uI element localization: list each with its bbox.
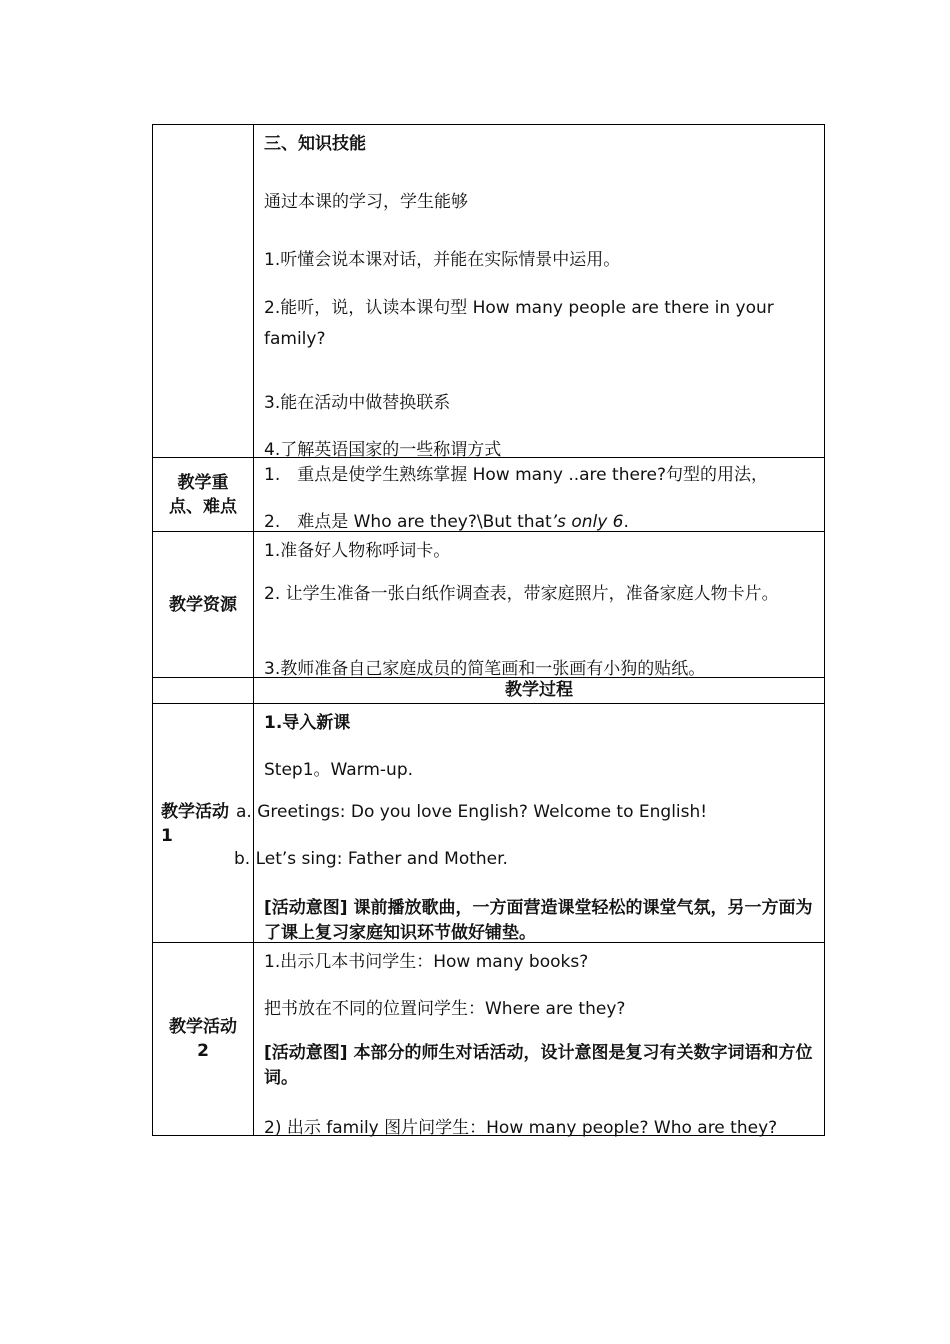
activity-1-label: 1: [161, 826, 173, 846]
cell-empty-left: [153, 125, 254, 458]
key-points-label: 点、难点: [169, 496, 237, 517]
objective-item: family?: [264, 329, 326, 349]
cell-activity-1: [234, 704, 825, 943]
row-resources: [153, 532, 825, 678]
objective-item: 2.能听，说，认读本课句型 How many people are there in your: [264, 298, 774, 318]
row-activity-2: [153, 943, 825, 1136]
cell-knowledge-skills: [254, 125, 825, 458]
activity-2-label: 教学活动: [169, 1017, 237, 1037]
lesson-plan-table: [152, 124, 825, 1136]
cell-empty-left: [153, 678, 254, 704]
row-key-points: [153, 458, 825, 532]
section-heading: 三、知识技能: [264, 134, 366, 154]
resource-item: 1.准备好人物称呼词卡。: [264, 541, 451, 561]
key-point-italic: ’s only 6: [551, 512, 624, 532]
process-title: 教学过程: [254, 678, 825, 704]
activity-intent: [活动意图] 课前播放歌曲，一方面营造课堂轻松的课堂气氛，另一方面为了课上复习家庭知识环节做好铺垫。: [264, 898, 813, 943]
activity-item: 把书放在不同的位置问学生：Where are they?: [264, 999, 626, 1019]
row-process-header: [153, 678, 825, 704]
key-point-item: [264, 507, 816, 532]
activity-item: b. Let’s sing: Father and Mother.: [234, 849, 508, 869]
key-point-item: 1. 重点是使学生熟练掌握 How many ..are there?句型的用法，: [264, 465, 769, 485]
cell-key-points: [254, 458, 825, 532]
key-points-label: 教学重: [177, 472, 229, 493]
objective-item: 1.听懂会说本课对话，并能在实际情景中运用。: [264, 250, 621, 270]
activity-heading: 1.导入新课: [264, 713, 351, 733]
cell-key-points-label: [153, 458, 254, 532]
section-intro: 通过本课的学习，学生能够: [264, 192, 468, 212]
activity-2-label: 2: [197, 1041, 209, 1061]
cell-activity-2: [254, 943, 825, 1136]
resources-label: 教学资源: [169, 594, 237, 615]
activity-intent: [活动意图] 本部分的师生对话活动，设计意图是复习有关数字词语和方位词。: [264, 1043, 813, 1088]
activity-item: 2) 出示 family 图片问学生：How many people? Who are they?: [264, 1118, 778, 1138]
cell-resources: [254, 532, 825, 678]
cell-resources-label: [153, 532, 254, 678]
cell-activity-1-label: [153, 704, 254, 943]
cell-activity-2-label: [153, 943, 254, 1136]
objective-item: 4.了解英语国家的一些称谓方式: [264, 440, 502, 460]
key-point-suffix: .: [623, 512, 629, 532]
resource-item: 3.教师准备自己家庭成员的简笔画和一张画有小狗的贴纸。: [264, 659, 706, 679]
row-activity-1: [153, 704, 825, 943]
key-point-text: 2. 难点是 Who are they?\But that: [264, 512, 552, 532]
objective-item: 3.能在活动中做替换联系: [264, 393, 451, 413]
resource-item: 2. 让学生准备一张白纸作调查表，带家庭照片，准备家庭人物卡片。: [264, 584, 779, 604]
activity-item: 1.出示几本书问学生：How many books?: [264, 952, 589, 972]
row-knowledge-skills: [153, 125, 825, 458]
activity-1-label: 教学活动: [161, 802, 229, 822]
activity-item: a. Greetings: Do you love English? Welcome to English!: [236, 802, 708, 822]
activity-step: Step1。Warm-up.: [264, 760, 414, 780]
